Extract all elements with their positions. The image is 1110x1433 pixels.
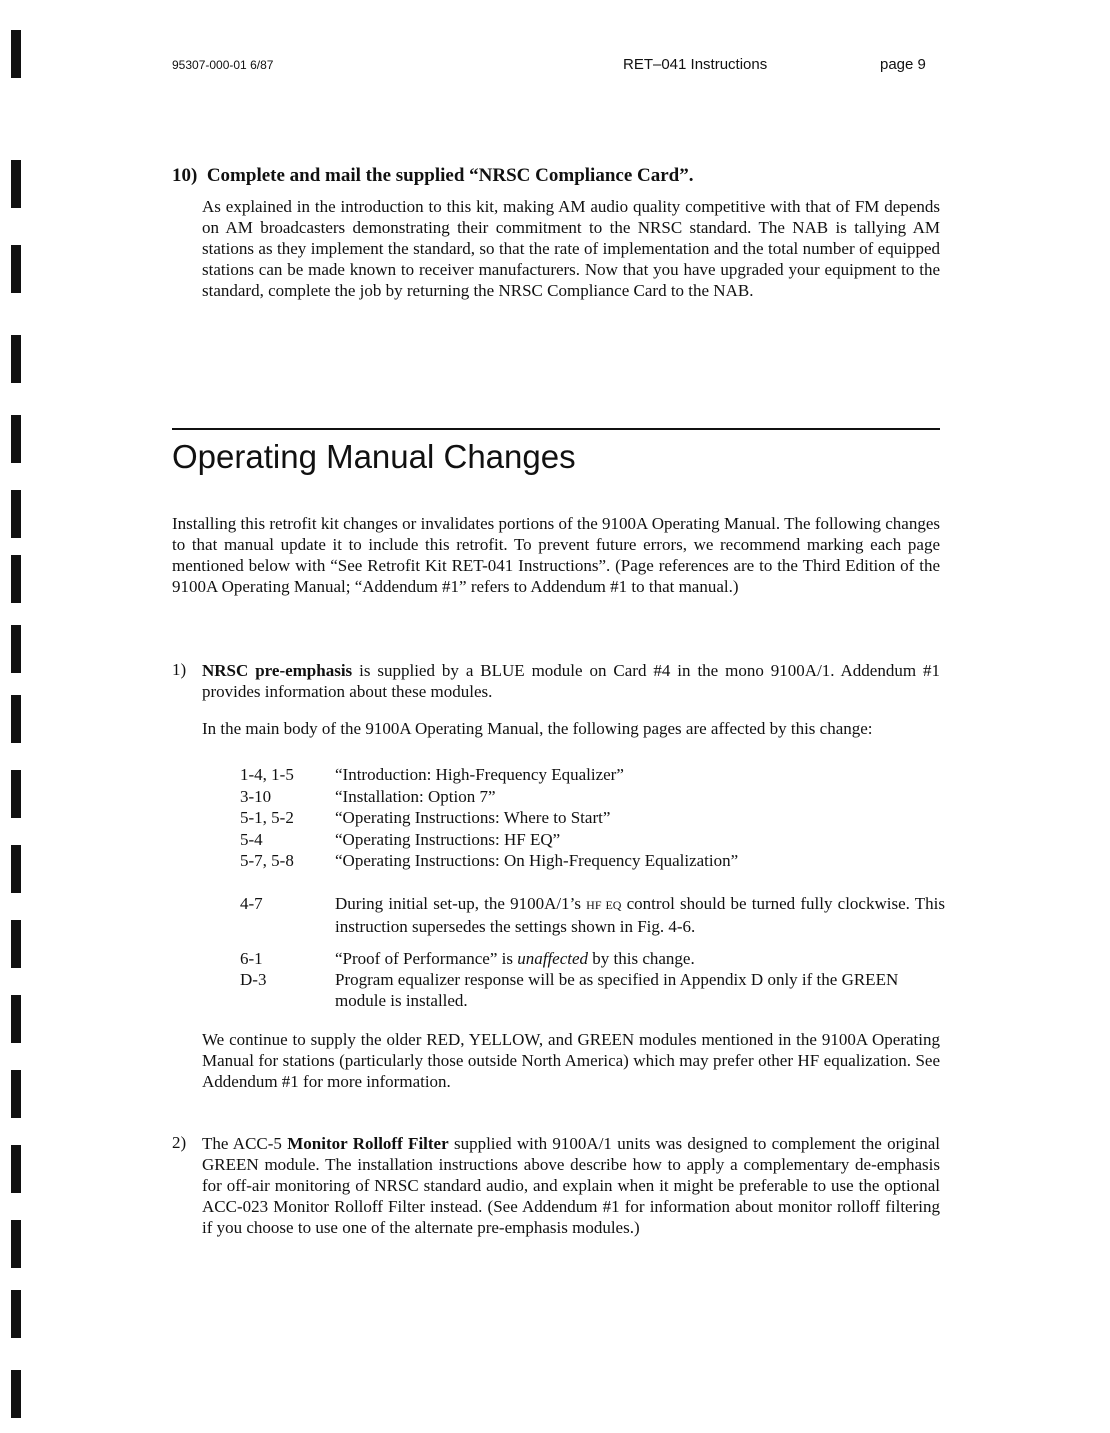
page-desc: “Installation: Option 7” [335,786,496,806]
binding-mark [11,490,21,538]
page-number: page 9 [880,56,926,73]
binding-mark [11,555,21,603]
binding-mark [11,160,21,208]
binding-mark [11,415,21,463]
page-ref: 5-7, 5-8 [240,851,294,870]
binding-mark [11,335,21,383]
item-2-body [202,1133,940,1238]
text: supplied with 9100A/1 units was designed to complement the original GREEN module. The installation instructions above describe how to apply a complementary de-emphasis for off-air monitoring of NRSC standard audio, and explain when it might be preferable to use the optional ACC-023 Monitor Rolloff Filter instead. (See Addendum #1 for information about monitor rolloff filtering if you choose to use one of the alternate pre-emphasis modules.) [202,1134,940,1237]
section-title: Operating Manual Changes [172,438,576,475]
binding-mark [11,1290,21,1338]
step-number: 10) [172,165,198,186]
page-desc [335,948,945,969]
text: During initial set-up, the 9100A/1’s [335,894,587,913]
binding-mark [11,245,21,293]
text: by this change. [588,949,695,968]
page-desc: “Operating Instructions: HF EQ” [335,829,561,849]
binding-mark [11,1220,21,1268]
text: HF EQ [586,898,622,912]
page-ref: 6-1 [240,949,263,968]
item-1-number: 1) [172,660,187,679]
page-ref: 4-7 [240,894,263,913]
binding-mark [11,1370,21,1418]
binding-mark [11,845,21,893]
doc-title: RET–041 Instructions [623,56,768,73]
page-desc [335,893,945,937]
step-10-body: As explained in the introduction to this kit, making AM audio quality competitive with that of FM depends on AM broadcasters demonstrating their commitment to the NRSC standard. The NAB is tallying AM stations as they implement the standard, so that the rate of implementation and the total number of equipped stations can be made known to receiver manufacturers. Now that you have upgraded your equipment to the standard, complete the job by returning the NRSC Compliance Card to the NAB. [202,197,940,300]
item-1-closing: We continue to supply the older RED, YELLOW, and GREEN modules mentioned in the 9100A Operating Manual for stations (particularly those outside North America) which may prefer other HF equalization. See Addendum #1 for more information. [202,1030,940,1091]
binding-mark [11,1070,21,1118]
binding-mark [11,695,21,743]
section-divider [172,428,940,430]
page-ref: 1-4, 1-5 [240,765,294,784]
item-1-text: is supplied by a BLUE module on Card #4 in the mono 9100A/1. Addendum #1 provides information about these modules. [202,661,940,701]
page-ref: 5-4 [240,829,263,849]
page-ref: 5-1, 5-2 [240,808,294,827]
page-desc: “Operating Instructions: Where to Start” [335,808,611,827]
text: control should be turned fully clockwise. This instruction supersedes the settings shown in Fig. 4-6. [335,894,945,936]
step-10-heading [172,165,693,187]
item-1-bold: NRSC pre-emphasis [202,661,353,680]
item-2-bold: Monitor Rolloff Filter [287,1134,449,1153]
item-1-body [202,660,940,702]
text: The ACC-5 [202,1134,288,1153]
binding-mark [11,625,21,673]
binding-mark [11,995,21,1043]
page-desc: “Introduction: High-Frequency Equalizer” [335,765,624,784]
page-desc: Program equalizer response will be as specified in Appendix D only if the GREEN module is installed. [335,970,899,1010]
page-ref: D-3 [240,970,267,989]
step-heading: Complete and mail the supplied “NRSC Compliance Card”. [206,165,694,186]
page-ref: 3-10 [240,786,272,806]
binding-mark [11,920,21,968]
page-desc: “Operating Instructions: On High-Frequency Equalization” [335,851,739,870]
binding-mark [11,1145,21,1193]
text: unaffected [517,949,589,968]
binding-mark [11,770,21,818]
affected-intro: In the main body of the 9100A Operating Manual, the following pages are affected by this change: [202,719,873,738]
item-2-number: 2) [172,1133,187,1152]
section-intro: Installing this retrofit kit changes or invalidates portions of the 9100A Operating Manual. The following changes to that manual update it to include this retrofit. To prevent future errors, we recommend marking each page mentioned below with “See Retrofit Kit RET-041 Instructions”. (Page references are to the Third Edition of the 9100A Operating Manual; “Addendum #1” refers to Addendum #1 to that manual.) [172,514,940,596]
text: “Proof of Performance” is [335,949,518,968]
doc-number: 95307-000-01 6/87 [172,58,274,72]
binding-mark [11,30,21,78]
